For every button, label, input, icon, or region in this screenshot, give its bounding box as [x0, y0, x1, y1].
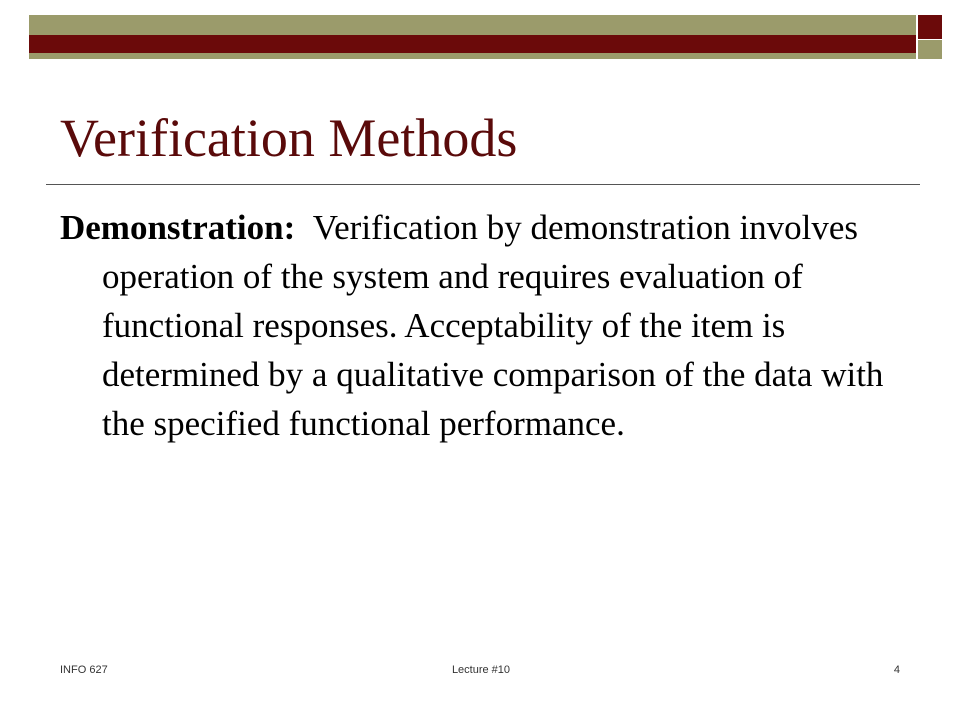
header-bar-maroon	[29, 35, 916, 53]
header-square-olive	[918, 40, 942, 59]
header-bar-olive-bottom	[29, 53, 916, 59]
slide-title: Verification Methods	[60, 108, 518, 168]
footer-lecture: Lecture #10	[451, 664, 511, 676]
header-bar-olive-top	[29, 15, 916, 35]
title-divider	[46, 184, 920, 185]
footer-page-number: 4	[893, 664, 900, 676]
term-label: Demonstration:	[60, 208, 296, 247]
term-definition: Verification by demonstration involves operation of the system and requires evaluation of functional responses. Acceptability of the item is determined by a qualitative comparison of the data with the specified functional performance.	[102, 208, 884, 443]
footer-course: INFO 627	[60, 664, 108, 676]
slide-body	[60, 203, 900, 448]
header-square-maroon	[918, 15, 942, 39]
